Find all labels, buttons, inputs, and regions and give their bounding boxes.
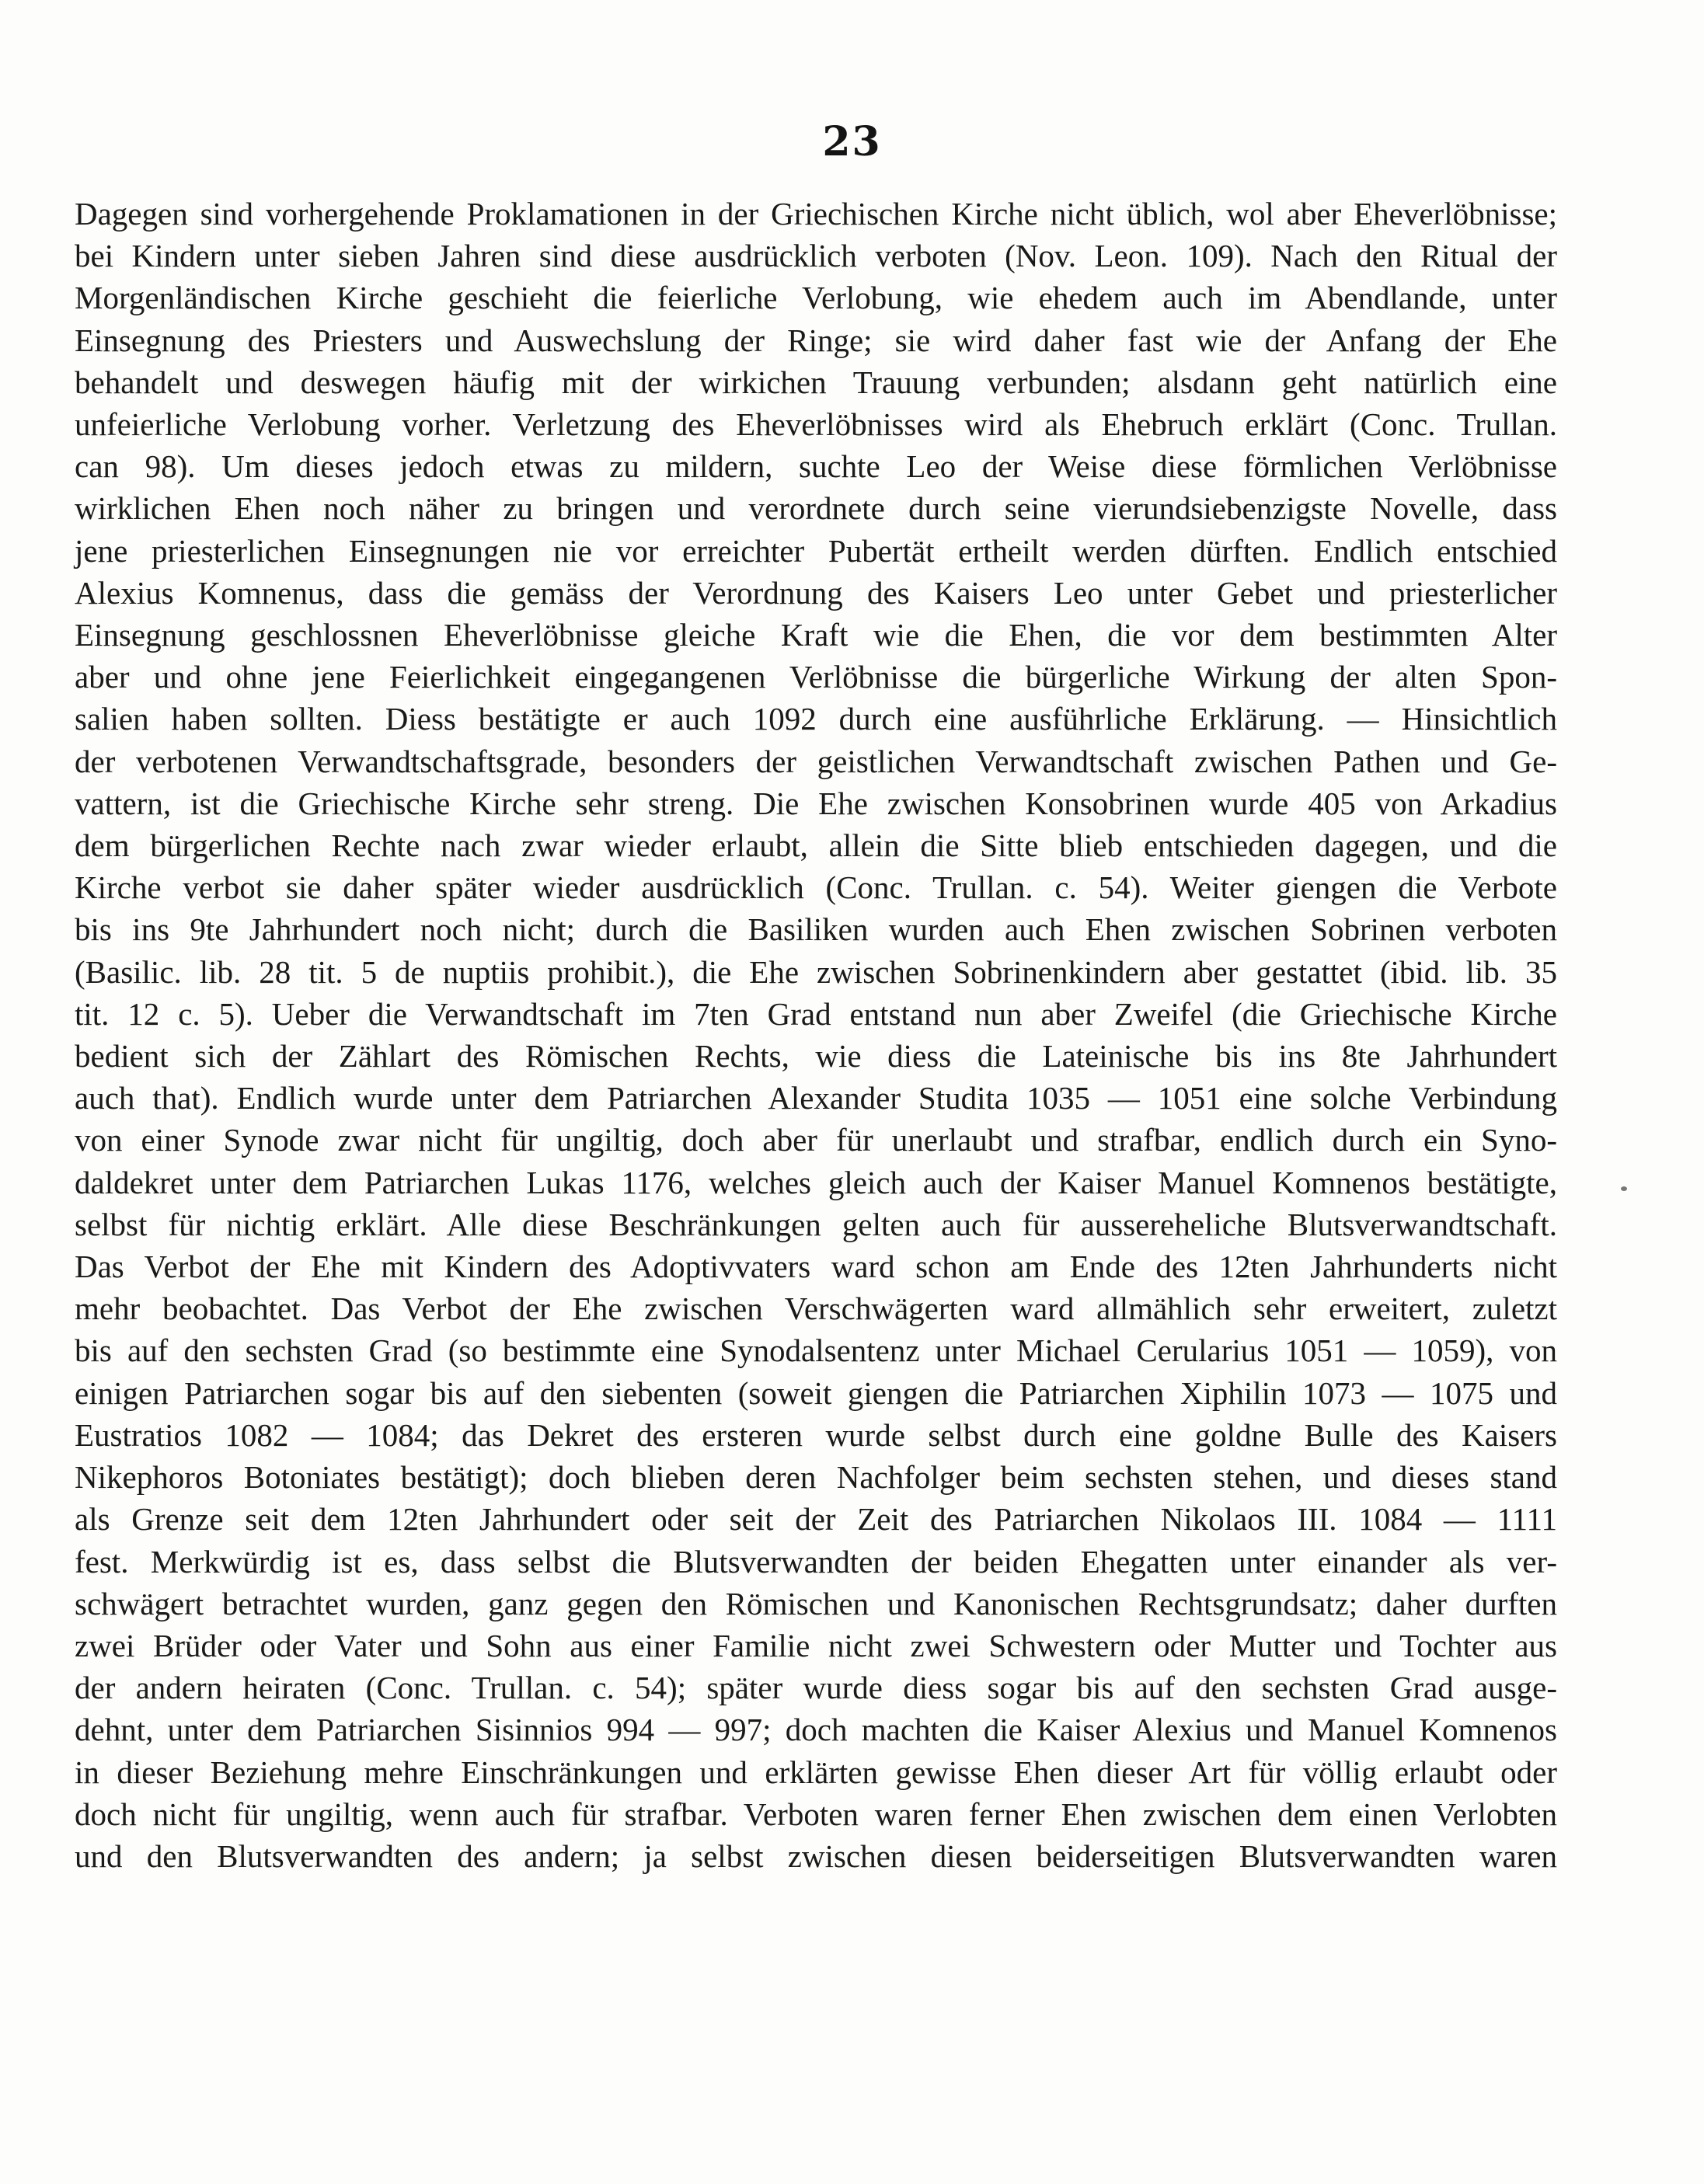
text-line: und den Blutsverwandten des andern; ja selbst zwischen diesen beiderseitigen Blutsverwandten waren: [75, 1837, 1557, 1874]
text-line: doch nicht für ungiltig, wenn auch für strafbar. Verboten waren ferner Ehen zwischen dem einen Verlobten: [75, 1796, 1557, 1832]
page-number: 23: [822, 118, 882, 165]
text-line: einigen Patriarchen sogar bis auf den siebenten (soweit giengen die Patriarchen Xiphilin 1073 — 1075 und: [75, 1374, 1557, 1411]
text-line: daldekret unter dem Patriarchen Lukas 1176, welches gleich auch der Kaiser Manuel Komnenos bestätigte,: [75, 1164, 1557, 1200]
text-line: bedient sich der Zählart des Römischen Rechts, wie diess die Lateinische bis ins 8te Jahrhundert: [75, 1038, 1557, 1075]
text-line: bei Kindern unter sieben Jahren sind diese ausdrücklich verboten (Nov. Leon. 109). Nach den Ritual der: [75, 238, 1557, 274]
text-line: mehr beobachtet. Das Verbot der Ehe zwischen Verschwägerten ward allmählich sehr erweitert, zuletzt: [75, 1291, 1557, 1327]
text-line: tit. 12 c. 5). Ueber die Verwandtschaft im 7ten Grad entstand nun aber Zweifel (die Griechische Kirche: [75, 995, 1557, 1032]
text-line: Kirche verbot sie daher später wieder ausdrücklich (Conc. Trullan. c. 54). Weiter giengen die Verbote: [75, 869, 1557, 906]
text-line: der verbotenen Verwandtschaftsgrade, besonders der geistlichen Verwandtschaft zwischen Pathen und Ge-: [75, 743, 1557, 779]
paper-speck: [1621, 1186, 1627, 1191]
text-line: schwägert betrachtet wurden, ganz gegen den Römischen und Kanonischen Rechtsgrundsatz; daher durften: [75, 1585, 1557, 1621]
text-line: Dagegen sind vorhergehende Proklamationen in der Griechischen Kirche nicht üblich, wol aber Eheverlöbnisse;: [75, 196, 1557, 232]
text-line: Einsegnung des Priesters und Auswechslung der Ringe; sie wird daher fast wie der Anfang der Ehe: [75, 322, 1557, 358]
text-line: von einer Synode zwar nicht für ungiltig, doch aber für unerlaubt und strafbar, endlich durch ein Syno-: [75, 1122, 1557, 1158]
text-line: dem bürgerlichen Rechte nach zwar wieder erlaubt, allein die Sitte blieb entschieden dagegen, und die: [75, 827, 1557, 864]
text-line: salien haben sollten. Diess bestätigte er auch 1092 durch eine ausführliche Erklärung. — Hinsichtlich: [75, 701, 1557, 737]
text-line: can 98). Um dieses jedoch etwas zu mildern, suchte Leo der Weise diese förmlichen Verlöbnisse: [75, 448, 1557, 485]
text-line: Alexius Komnenus, dass die gemäss der Verordnung des Kaisers Leo unter Gebet und priesterlicher: [75, 574, 1557, 611]
text-line: behandelt und deswegen häufig mit der wirkichen Trauung verbunden; alsdann geht natürlich eine: [75, 364, 1557, 400]
text-line: bis ins 9te Jahrhundert noch nicht; durch die Basiliken wurden auch Ehen zwischen Sobrinen verboten: [75, 911, 1557, 948]
text-line: Einsegnung geschlossnen Eheverlöbnisse gleiche Kraft wie die Ehen, die vor dem bestimmten Alter: [75, 617, 1557, 653]
text-line: der andern heiraten (Conc. Trullan. c. 54); später wurde diess sogar bis auf den sechsten Grad ausge-: [75, 1670, 1557, 1706]
text-line: wirklichen Ehen noch näher zu bringen und verordnete durch seine vierundsiebenzigste Novelle, dass: [75, 490, 1557, 527]
text-line: als Grenze seit dem 12ten Jahrhundert oder seit der Zeit des Patriarchen Nikolaos III. 1084 — 1111: [75, 1501, 1557, 1538]
text-line: bis auf den sechsten Grad (so bestimmte eine Synodalsentenz unter Michael Cerularius 1051 — 1059), von: [75, 1332, 1557, 1369]
text-line: dehnt, unter dem Patriarchen Sisinnios 994 — 997; doch machten die Kaiser Alexius und Manuel Komnenos: [75, 1712, 1557, 1748]
text-line: Nikephoros Botoniates bestätigt); doch blieben deren Nachfolger beim sechsten stehen, und dieses stand: [75, 1459, 1557, 1496]
text-line: zwei Brüder oder Vater und Sohn aus einer Familie nicht zwei Schwestern oder Mutter und Tochter aus: [75, 1627, 1557, 1663]
text-line: in dieser Beziehung mehre Einschränkungen und erklärten gewisse Ehen dieser Art für völlig erlaubt oder: [75, 1754, 1557, 1790]
text-line: (Basilic. lib. 28 tit. 5 de nuptiis prohibit.), die Ehe zwischen Sobrinenkindern aber gestattet (ibid. lib. 35: [75, 953, 1557, 990]
text-line: unfeierliche Verlobung vorher. Verletzung des Eheverlöbnisses wird als Ehebruch erklärt (Conc. Trullan.: [75, 406, 1557, 443]
body-text: [75, 193, 1557, 1877]
text-line: Morgenländischen Kirche geschieht die feierliche Verlobung, wie ehedem auch im Abendlande, unter: [75, 280, 1557, 316]
text-line: Das Verbot der Ehe mit Kindern des Adoptivvaters ward schon am Ende des 12ten Jahrhunderts nicht: [75, 1249, 1557, 1285]
text-line: aber und ohne jene Feierlichkeit eingegangenen Verlöbnisse die bürgerliche Wirkung der alten Spon-: [75, 659, 1557, 695]
text-line: Eustratios 1082 — 1084; das Dekret des ersteren wurde selbst durch eine goldne Bulle des Kaisers: [75, 1416, 1557, 1453]
text-line: auch that). Endlich wurde unter dem Patriarchen Alexander Studita 1035 — 1051 eine solche Verbindung: [75, 1080, 1557, 1116]
text-line: selbst für nichtig erklärt. Alle diese Beschränkungen gelten auch für aussereheliche Blutsverwandtschaft.: [75, 1206, 1557, 1242]
text-line: jene priesterlichen Einsegnungen nie vor erreichter Pubertät ertheilt werden dürften. Endlich entschied: [75, 532, 1557, 569]
text-line: vattern, ist die Griechische Kirche sehr streng. Die Ehe zwischen Konsobrinen wurde 405 von Arkadius: [75, 785, 1557, 821]
text-line: fest. Merkwürdig ist es, dass selbst die Blutsverwandten der beiden Ehegatten unter einander als ver-: [75, 1543, 1557, 1580]
